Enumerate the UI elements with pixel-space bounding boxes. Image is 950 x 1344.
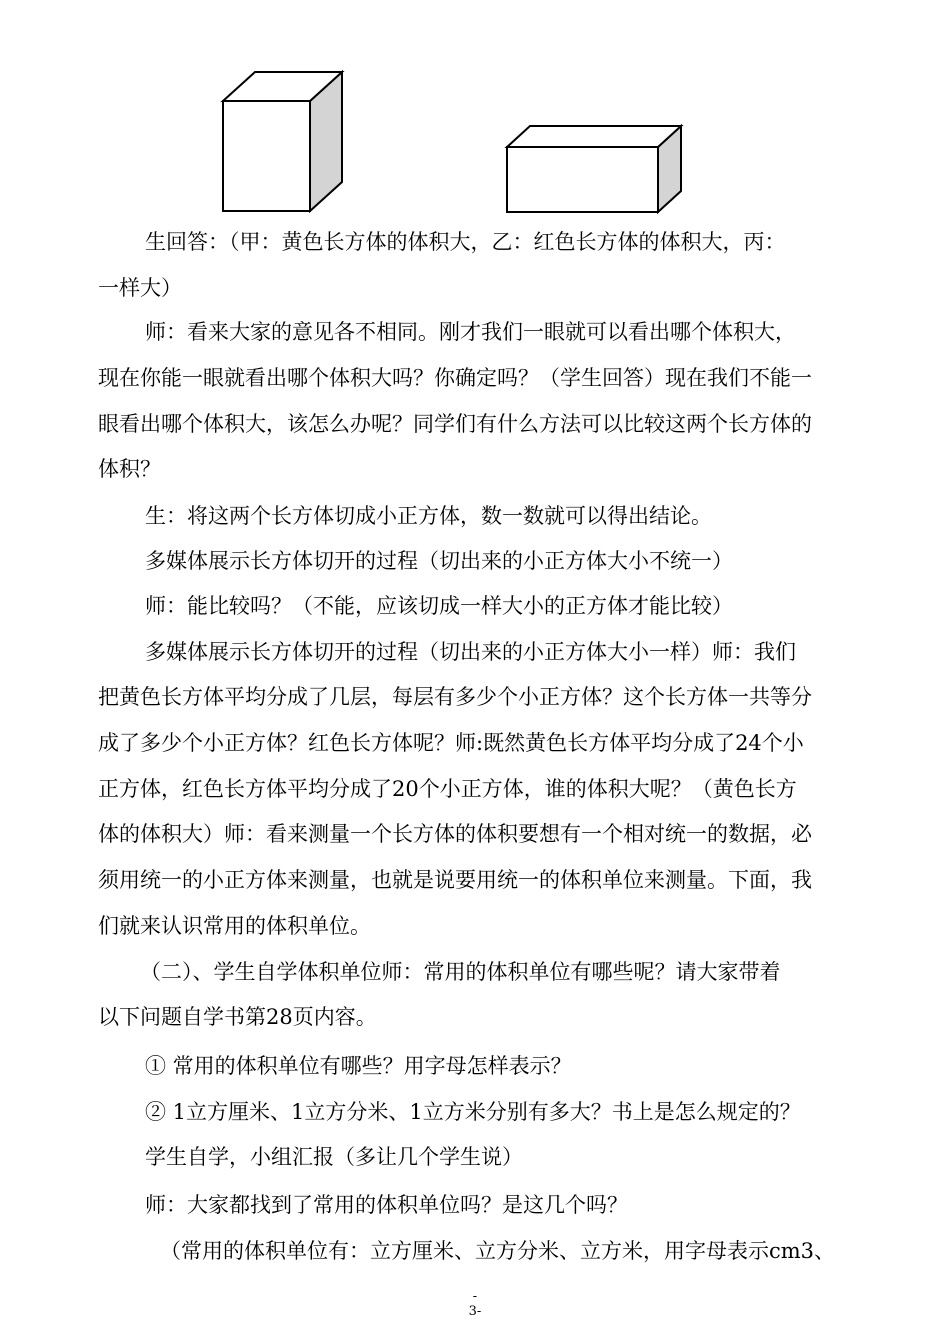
text-line: 以下问题自学书第28页内容。 <box>98 1005 377 1029</box>
text-line: 体的体积大）师：看来测量一个长方体的体积要想有一个相对统一的数据，必 <box>98 822 812 846</box>
text-line: 生回答：（甲：黄色长方体的体积大，乙：红色长方体的体积大，丙： <box>145 230 786 254</box>
text-line: 成了多少个小正方体？红色长方体呢？师:既然黄色长方体平均分成了24个小 <box>98 731 804 755</box>
text-line: 师：能比较吗？（不能，应该切成一样大小的正方体才能比较） <box>145 594 733 618</box>
text-line: 把黄色长方体平均分成了几层，每层有多少个小正方体？这个长方体一共等分 <box>98 685 812 709</box>
text-line: 师：大家都找到了常用的体积单位吗？是这几个吗？ <box>145 1193 628 1217</box>
text-line: （常用的体积单位有：立方厘米、立方分米、立方米，用字母表示cm3、 <box>160 1239 836 1263</box>
text-line: （二）、学生自学体积单位师：常用的体积单位有哪些呢？请大家带着 <box>140 960 781 984</box>
text-line: 体积？ <box>98 457 161 481</box>
text-line: 一样大） <box>98 276 182 300</box>
footer-dash: - <box>472 1289 478 1304</box>
text-line: 正方体，红色长方体平均分成了20个小正方体，谁的体积大呢？（黄色长方 <box>98 777 797 801</box>
text-line: 多媒体展示长方体切开的过程（切出来的小正方体大小一样）师：我们 <box>145 640 796 664</box>
cuboid-figure <box>0 0 950 230</box>
wide-cuboid <box>507 126 681 212</box>
text-line: 多媒体展示长方体切开的过程（切出来的小正方体大小不统一） <box>145 549 733 573</box>
text-line: 眼看出哪个体积大，该怎么办呢？同学们有什么方法可以比较这两个长方体的 <box>98 412 812 436</box>
text-line: 们就来认识常用的体积单位。 <box>98 914 371 938</box>
text-line: 生：将这两个长方体切成小正方体，数一数就可以得出结论。 <box>145 504 712 528</box>
text-line: ② 1立方厘米、1立方分米、1立方米分别有多大？书上是怎么规定的？ <box>145 1100 801 1124</box>
tall-cuboid <box>223 72 342 211</box>
tall-cuboid-front <box>223 101 310 211</box>
text-line: 须用统一的小正方体来测量，也就是说要用统一的体积单位来测量。下面，我 <box>98 868 812 892</box>
wide-cuboid-top <box>507 126 681 147</box>
text-line: 现在你能一眼就看出哪个体积大吗？你确定吗？（学生回答）现在我们不能一 <box>98 366 812 390</box>
text-line: 学生自学，小组汇报（多让几个学生说） <box>145 1145 523 1169</box>
page-number: 3- <box>468 1304 482 1319</box>
wide-cuboid-front <box>507 147 658 212</box>
text-line: ① 常用的体积单位有哪些？用字母怎样表示？ <box>145 1054 572 1078</box>
text-line: 师：看来大家的意见各不相同。刚才我们一眼就可以看出哪个体积大， <box>145 320 796 344</box>
